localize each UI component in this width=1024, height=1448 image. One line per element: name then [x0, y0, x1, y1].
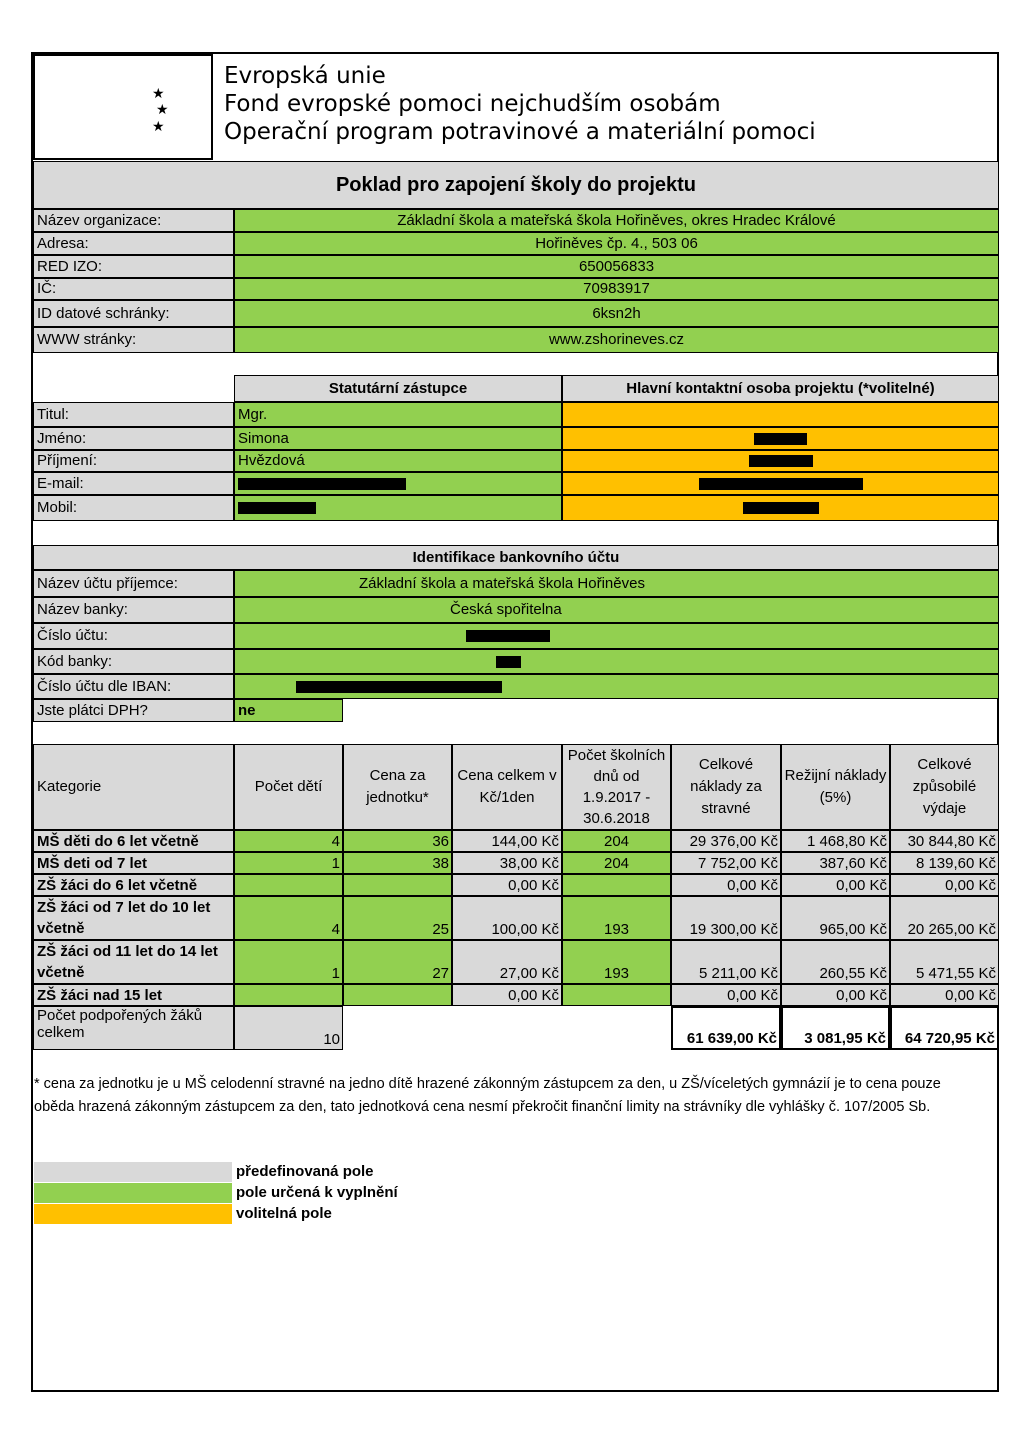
redaction-bar [699, 478, 863, 490]
org-label: ID datové schránky: [33, 300, 234, 327]
row-category: ZŠ žáci do 6 let včetně [33, 874, 234, 896]
col-header-meal-costs: Celkové náklady za stravné [671, 744, 781, 830]
sum-label-text: Počet podpořených žáků celkem [37, 1007, 203, 1042]
bank-label: Číslo účtu: [33, 623, 234, 649]
first-name-field[interactable]: Simona [234, 427, 562, 450]
org-name-field[interactable]: Základní škola a mateřská škola Hořiněves, okres Hradec Králové [234, 209, 999, 232]
org-label: WWW stránky: [33, 327, 234, 353]
redaction-bar [496, 656, 521, 668]
row-overhead: 1 468,80 Kč [781, 830, 890, 852]
row-eligible-total: 0,00 Kč [890, 874, 999, 896]
row-unit-price-field[interactable]: 38 [343, 852, 452, 874]
row-unit-price-field[interactable]: 25 [343, 896, 452, 940]
row-unit-price-field[interactable]: 27 [343, 940, 452, 984]
row-daily-total: 38,00 Kč [452, 852, 562, 874]
row-school-days-field[interactable] [562, 984, 671, 1006]
ico-field[interactable]: 70983917 [234, 278, 999, 300]
row-overhead: 965,00 Kč [781, 896, 890, 940]
redaction-bar [238, 478, 406, 490]
row-count-field[interactable] [234, 984, 343, 1006]
org-label: Název organizace: [33, 209, 234, 232]
row-overhead: 0,00 Kč [781, 984, 890, 1006]
contact-label: Titul: [33, 402, 234, 427]
header-line-3: Operační program potravinové a materiální pomoci [224, 119, 816, 145]
row-overhead: 387,60 Kč [781, 852, 890, 874]
sum-total: 64 720,95 Kč [890, 1006, 999, 1050]
row-meal-costs: 0,00 Kč [671, 984, 781, 1006]
legend-swatch-gray [34, 1162, 232, 1182]
row-eligible-total: 20 265,00 Kč [890, 896, 999, 940]
row-count-field[interactable]: 4 [234, 896, 343, 940]
vat-label: Jste plátci DPH? [33, 699, 234, 722]
account-number-field[interactable] [234, 623, 999, 649]
contact-mobile-field[interactable] [562, 495, 999, 521]
row-unit-price-field[interactable] [343, 874, 452, 896]
red-izo-field[interactable]: 650056833 [234, 255, 999, 278]
bank-label: Název účtu příjemce: [33, 570, 234, 597]
row-category: ZŠ žáci od 11 let do 14 let včetně [33, 940, 234, 984]
org-label: IČ: [33, 278, 234, 300]
bank-label: Číslo účtu dle IBAN: [33, 674, 234, 699]
sum-overhead: 3 081,95 Kč [781, 1006, 890, 1050]
email-field[interactable] [234, 472, 562, 495]
col-header-daily-total: Cena celkem v Kč/1den [452, 744, 562, 830]
col-header-unit-price: Cena za jednotku* [343, 744, 452, 830]
legend-swatch-green [34, 1183, 232, 1203]
iban-field[interactable] [234, 674, 999, 699]
col-header-category: Kategorie [33, 744, 234, 830]
address-field[interactable]: Hořiněves čp. 4., 503 06 [234, 232, 999, 255]
row-category: ZŠ žáci nad 15 let [33, 984, 234, 1006]
bank-label: Název banky: [33, 597, 234, 623]
row-meal-costs: 0,00 Kč [671, 874, 781, 896]
star-icon: ★ [152, 118, 165, 134]
row-school-days-field[interactable]: 204 [562, 830, 671, 852]
sum-count: 10 [234, 1006, 343, 1050]
vat-field[interactable]: ne [234, 699, 343, 722]
row-eligible-total: 5 471,55 Kč [890, 940, 999, 984]
header-line-2: Fond evropské pomoci nejchudším osobám [224, 91, 721, 117]
star-icon: ★ [156, 101, 169, 117]
row-school-days-field[interactable]: 193 [562, 896, 671, 940]
contact-label: Jméno: [33, 427, 234, 450]
contact-label: Příjmení: [33, 450, 234, 472]
form-title: Poklad pro zapojení školy do projektu [33, 161, 999, 209]
data-box-field[interactable]: 6ksn2h [234, 300, 999, 327]
bank-label: Kód banky: [33, 649, 234, 674]
contact-label: Mobil: [33, 495, 234, 521]
row-meal-costs: 19 300,00 Kč [671, 896, 781, 940]
row-school-days-field[interactable]: 193 [562, 940, 671, 984]
row-overhead: 260,55 Kč [781, 940, 890, 984]
contact-person-header: Hlavní kontaktní osoba projektu (*volitelné) [562, 375, 999, 402]
col-header-school-days: Počet školních dnů od 1.9.2017 - 30.6.2018 [562, 744, 671, 830]
row-count-field[interactable]: 1 [234, 852, 343, 874]
row-count-field[interactable]: 1 [234, 940, 343, 984]
contact-surname-field[interactable] [562, 450, 999, 472]
row-meal-costs: 29 376,00 Kč [671, 830, 781, 852]
footnote: * cena za jednotku je u MŠ celodenní stravné na jedno dítě hrazené zákonným zástupcem za den, u ZŠ/víceletých gymnázií je to cena pouze oběda hrazená zákonným zástupcem za den, tato jednotková cena nesmí překročit finanční limity na strávníky dle vyhlášky č. 107/2005 Sb. [34, 1076, 941, 1115]
star-icon: ★ [152, 85, 165, 101]
contact-email-field[interactable] [562, 472, 999, 495]
website-field[interactable]: www.zshorineves.cz [234, 327, 999, 353]
program-header [224, 62, 816, 146]
row-category: MŠ deti od 7 let [33, 852, 234, 874]
eu-logo [33, 54, 213, 160]
legend-swatch-orange [34, 1204, 232, 1224]
row-category: ZŠ žáci od 7 let do 10 let včetně [33, 896, 234, 940]
redaction-bar [296, 681, 502, 693]
row-school-days-field[interactable] [562, 874, 671, 896]
contact-label: E-mail: [33, 472, 234, 495]
statutory-header: Statutární zástupce [234, 375, 562, 402]
legend-fill: pole určená k vyplnění [236, 1184, 398, 1201]
row-eligible-total: 30 844,80 Kč [890, 830, 999, 852]
redaction-bar [238, 502, 316, 514]
row-count-field[interactable] [234, 874, 343, 896]
legend-predefined: předefinovaná pole [236, 1163, 374, 1180]
legend-optional: volitelná pole [236, 1205, 332, 1222]
row-category: MŠ děti do 6 let včetně [33, 830, 234, 852]
title-field[interactable]: Mgr. [234, 402, 562, 427]
row-school-days-field[interactable]: 204 [562, 852, 671, 874]
row-daily-total: 144,00 Kč [452, 830, 562, 852]
col-header-overhead: Režijní náklady (5%) [781, 744, 890, 830]
redaction-bar [466, 630, 550, 642]
row-daily-total: 27,00 Kč [452, 940, 562, 984]
row-daily-total: 0,00 Kč [452, 984, 562, 1006]
org-label: RED IZO: [33, 255, 234, 278]
bank-name-field[interactable]: Česká spořitelna [234, 597, 999, 623]
row-daily-total: 100,00 Kč [452, 896, 562, 940]
mobile-field[interactable] [234, 495, 562, 521]
col-header-eligible: Celkové způsobilé výdaje [890, 744, 999, 830]
row-unit-price-field[interactable]: 36 [343, 830, 452, 852]
sum-label [33, 1006, 234, 1050]
sum-meals: 61 639,00 Kč [671, 1006, 781, 1050]
redaction-bar [754, 433, 807, 445]
bank-code-field[interactable] [234, 649, 999, 674]
row-daily-total: 0,00 Kč [452, 874, 562, 896]
redaction-bar [749, 455, 813, 467]
row-count-field[interactable]: 4 [234, 830, 343, 852]
account-name-field[interactable]: Základní škola a mateřská škola Hořiněves [234, 570, 999, 597]
redaction-bar [743, 502, 819, 514]
contact-first-name-field[interactable] [562, 427, 999, 450]
row-eligible-total: 0,00 Kč [890, 984, 999, 1006]
col-header-count: Počet dětí [234, 744, 343, 830]
surname-field[interactable]: Hvězdová [234, 450, 562, 472]
row-overhead: 0,00 Kč [781, 874, 890, 896]
row-meal-costs: 7 752,00 Kč [671, 852, 781, 874]
bank-header: Identifikace bankovního účtu [33, 545, 999, 570]
row-eligible-total: 8 139,60 Kč [890, 852, 999, 874]
contact-title-field[interactable] [562, 402, 999, 427]
header-line-1: Evropská unie [224, 63, 386, 89]
row-unit-price-field[interactable] [343, 984, 452, 1006]
row-meal-costs: 5 211,00 Kč [671, 940, 781, 984]
org-label: Adresa: [33, 232, 234, 255]
